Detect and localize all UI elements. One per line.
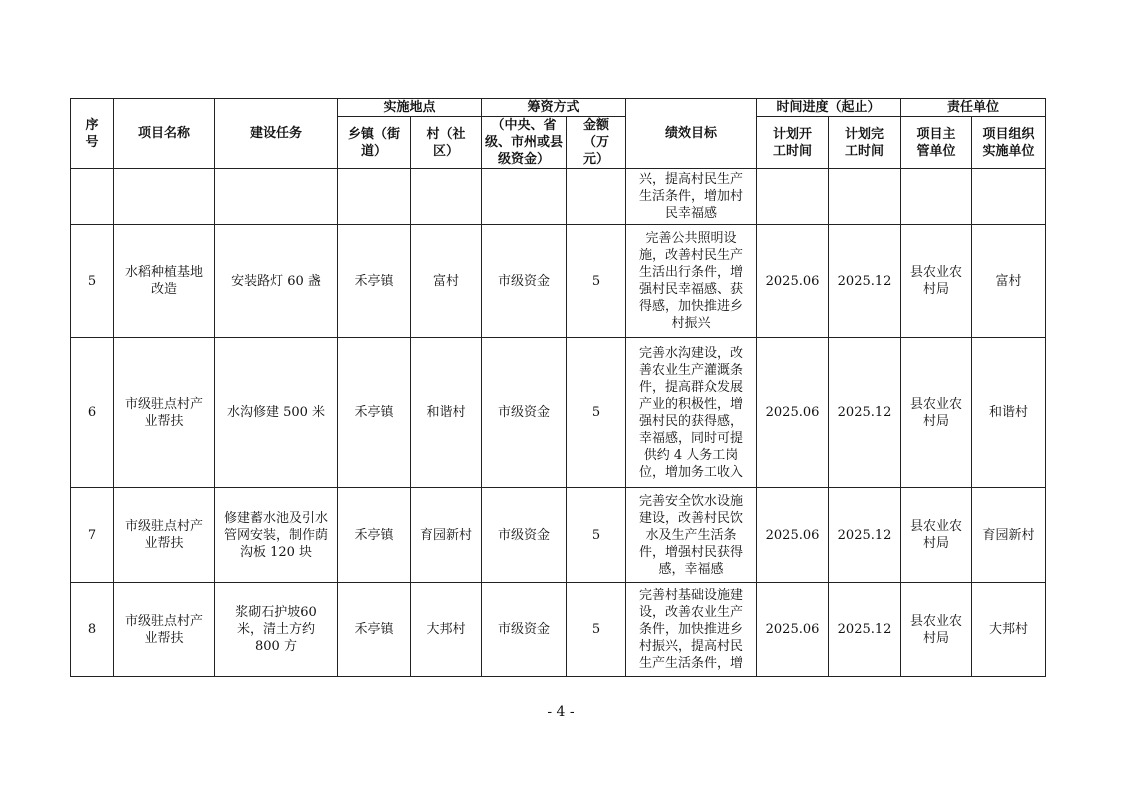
- source-cell: 市级资金: [482, 488, 567, 583]
- name-cell: 市级驻点村产业帮扶: [114, 488, 215, 583]
- end-cell: 2025.12: [829, 488, 901, 583]
- header-implementer: 项目组织实施单位: [972, 117, 1046, 169]
- goal-cell: 完善公共照明设施，改善村民生产生活出行条件，增强村民幸福感、获得感，加快推进乡村振兴: [626, 225, 757, 338]
- table-row: [71, 338, 1046, 488]
- start-cell: 2025.06: [757, 583, 829, 677]
- supervisor-cell: 县农业农村局: [901, 583, 972, 677]
- header-seq: 序号: [71, 99, 114, 169]
- village-cell: 和谐村: [411, 338, 482, 488]
- goal-cell: 兴，提高村民生产生活条件，增加村民幸福感: [626, 169, 757, 225]
- task-cell: 水沟修建 500 米: [215, 338, 338, 488]
- source-cell: 市级资金: [482, 225, 567, 338]
- town-cell: 禾亭镇: [338, 338, 411, 488]
- header-location: 实施地点: [338, 99, 482, 117]
- implementer-cell: 育园新村: [972, 488, 1046, 583]
- seq-cell: 6: [71, 338, 114, 488]
- page-number: - 4 -: [547, 704, 575, 720]
- end-cell: 2025.12: [829, 225, 901, 338]
- header-goal: 绩效目标: [626, 99, 757, 169]
- supervisor-cell: 县农业农村局: [901, 338, 972, 488]
- name-cell: 市级驻点村产业帮扶: [114, 338, 215, 488]
- amount-cell: 5: [567, 583, 626, 677]
- header-name: 项目名称: [114, 99, 215, 169]
- supervisor-cell: 县农业农村局: [901, 488, 972, 583]
- project-table: [70, 98, 1046, 677]
- header-end: 计划完工时间: [829, 117, 901, 169]
- town-cell: 禾亭镇: [338, 583, 411, 677]
- seq-cell: 8: [71, 583, 114, 677]
- header-responsibility: 责任单位: [901, 99, 1046, 117]
- village-cell: 育园新村: [411, 488, 482, 583]
- amount-cell: 5: [567, 225, 626, 338]
- task-cell: 浆砌石护坡60米，清土方约 800 方: [215, 583, 338, 677]
- table-row: [71, 488, 1046, 583]
- name-cell: 市级驻点村产业帮扶: [114, 583, 215, 677]
- goal-cell: 完善安全饮水设施建设，改善村民饮水及生产生活条件，增强村民获得感，幸福感: [626, 488, 757, 583]
- amount-cell: 5: [567, 338, 626, 488]
- header-funding-source: （中央、省级、市州或县级资金）: [482, 117, 567, 169]
- implementer-cell: 大邦村: [972, 583, 1046, 677]
- header-supervisor: 项目主管单位: [901, 117, 972, 169]
- seq-cell: 5: [71, 225, 114, 338]
- goal-cell: 完善水沟建设，改善农业生产灌溉条件，提高群众发展产业的积极性，增强村民的获得感，幸福感，同时可提供约 4 人务工岗位，增加务工收入: [626, 338, 757, 488]
- town-cell: 禾亭镇: [338, 488, 411, 583]
- end-cell: 2025.12: [829, 338, 901, 488]
- start-cell: 2025.06: [757, 488, 829, 583]
- amount-cell: 5: [567, 488, 626, 583]
- goal-cell: 完善村基础设施建设，改善农业生产条件，加快推进乡村振兴，提高村民生产生活条件，增: [626, 583, 757, 677]
- table-header: [71, 99, 1046, 169]
- task-cell: 修建蓄水池及引水管网安装，制作荫沟板 120 块: [215, 488, 338, 583]
- village-cell: 富村: [411, 225, 482, 338]
- seq-cell: 7: [71, 488, 114, 583]
- supervisor-cell: 县农业农村局: [901, 225, 972, 338]
- header-amount: 金额（万元）: [567, 117, 626, 169]
- end-cell: 2025.12: [829, 583, 901, 677]
- implementer-cell: 富村: [972, 225, 1046, 338]
- town-cell: 禾亭镇: [338, 225, 411, 338]
- header-start: 计划开工时间: [757, 117, 829, 169]
- table-row: [71, 583, 1046, 677]
- header-funding: 筹资方式: [482, 99, 626, 117]
- start-cell: 2025.06: [757, 225, 829, 338]
- header-town: 乡镇（街道）: [338, 117, 411, 169]
- source-cell: 市级资金: [482, 583, 567, 677]
- table-body: [71, 169, 1046, 677]
- village-cell: 大邦村: [411, 583, 482, 677]
- header-village: 村（社区）: [411, 117, 482, 169]
- source-cell: 市级资金: [482, 338, 567, 488]
- implementer-cell: 和谐村: [972, 338, 1046, 488]
- header-task: 建设任务: [215, 99, 338, 169]
- start-cell: 2025.06: [757, 338, 829, 488]
- table-row: [71, 169, 1046, 225]
- header-schedule: 时间进度（起止）: [757, 99, 901, 117]
- table-row: [71, 225, 1046, 338]
- task-cell: 安装路灯 60 盏: [215, 225, 338, 338]
- name-cell: 水稻种植基地改造: [114, 225, 215, 338]
